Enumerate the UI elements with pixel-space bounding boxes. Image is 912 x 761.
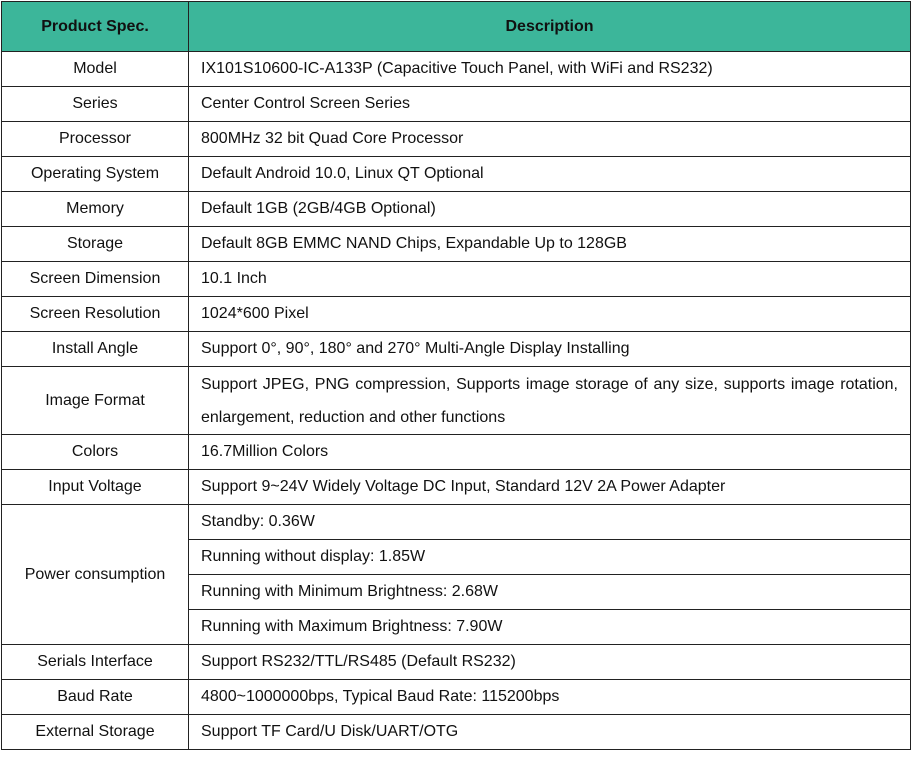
spec-name: Processor: [2, 122, 189, 157]
table-row: [2, 157, 911, 192]
header-spec: Product Spec.: [2, 2, 189, 52]
spec-name: Storage: [2, 227, 189, 262]
spec-desc: Support RS232/TTL/RS485 (Default RS232): [189, 645, 911, 680]
spec-name: Screen Dimension: [2, 262, 189, 297]
table-row: [2, 680, 911, 715]
spec-desc: 800MHz 32 bit Quad Core Processor: [189, 122, 911, 157]
spec-desc: Running without display: 1.85W: [189, 540, 911, 575]
table-row: [2, 715, 911, 750]
spec-desc: IX101S10600-IC-A133P (Capacitive Touch Panel, with WiFi and RS232): [189, 52, 911, 87]
spec-name: Baud Rate: [2, 680, 189, 715]
spec-name: Power consumption: [2, 505, 189, 645]
table-row: [2, 52, 911, 87]
table-row: [2, 262, 911, 297]
spec-name: Screen Resolution: [2, 297, 189, 332]
spec-desc: Standby: 0.36W: [189, 505, 911, 540]
header-description: Description: [189, 2, 911, 52]
spec-desc: 10.1 Inch: [189, 262, 911, 297]
spec-desc: Default Android 10.0, Linux QT Optional: [189, 157, 911, 192]
spec-name: Serials Interface: [2, 645, 189, 680]
table-row: [2, 367, 911, 435]
table-row: [2, 645, 911, 680]
spec-desc: 4800~1000000bps, Typical Baud Rate: 115200bps: [189, 680, 911, 715]
spec-desc: Support 9~24V Widely Voltage DC Input, Standard 12V 2A Power Adapter: [189, 470, 911, 505]
spec-desc: Support JPEG, PNG compression, Supports image storage of any size, supports image rotation, enlargement, reduction and other functions: [189, 367, 911, 435]
spec-name: Input Voltage: [2, 470, 189, 505]
spec-table: [1, 1, 911, 750]
table-row: [2, 505, 911, 540]
spec-desc: 1024*600 Pixel: [189, 297, 911, 332]
spec-name: Colors: [2, 435, 189, 470]
header-row: [2, 2, 911, 52]
spec-desc: Running with Minimum Brightness: 2.68W: [189, 575, 911, 610]
spec-name: Operating System: [2, 157, 189, 192]
spec-name: Memory: [2, 192, 189, 227]
spec-name: Install Angle: [2, 332, 189, 367]
table-row: [2, 332, 911, 367]
table-row: [2, 122, 911, 157]
spec-desc: Default 8GB EMMC NAND Chips, Expandable Up to 128GB: [189, 227, 911, 262]
table-row: [2, 470, 911, 505]
table-row: [2, 297, 911, 332]
table-row: [2, 435, 911, 470]
spec-desc: 16.7Million Colors: [189, 435, 911, 470]
table-row: [2, 192, 911, 227]
spec-desc: Support 0°, 90°, 180° and 270° Multi-Angle Display Installing: [189, 332, 911, 367]
spec-desc: Center Control Screen Series: [189, 87, 911, 122]
spec-desc: Default 1GB (2GB/4GB Optional): [189, 192, 911, 227]
spec-name: Model: [2, 52, 189, 87]
table-row: [2, 227, 911, 262]
table-row: [2, 87, 911, 122]
spec-name: Image Format: [2, 367, 189, 435]
spec-name: Series: [2, 87, 189, 122]
spec-name: External Storage: [2, 715, 189, 750]
spec-desc: Support TF Card/U Disk/UART/OTG: [189, 715, 911, 750]
spec-desc: Running with Maximum Brightness: 7.90W: [189, 610, 911, 645]
